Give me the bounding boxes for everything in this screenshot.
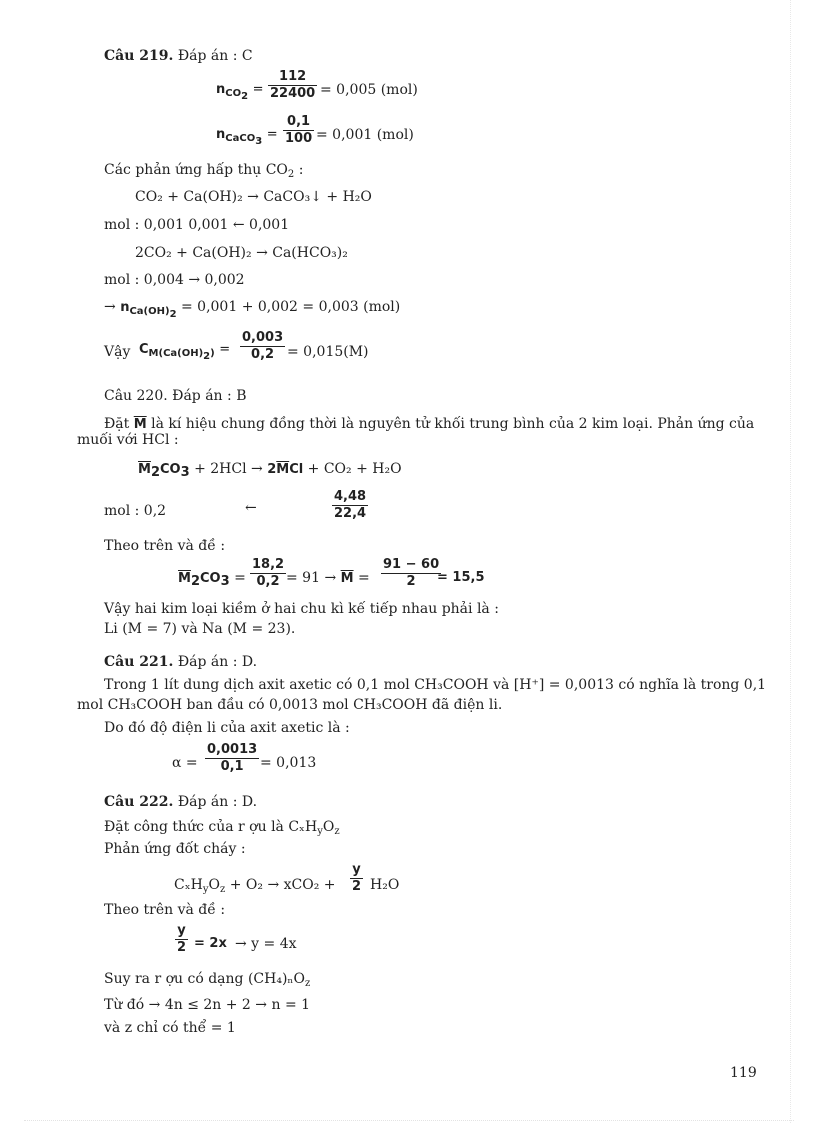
q219-fraction-3: $\frac{0,003}{0,2}$: [242, 330, 284, 362]
q220-line-2: muối với HCl :: [77, 432, 179, 448]
q220-reaction: $\overline{M}_2CO_3 + 2HCl \to 2\overline{M}Cl + CO_2 + H_2O$: [138, 461, 402, 480]
q220-fraction-3: $\frac{91 - 60}{2}$: [383, 557, 440, 589]
q220-theo: Theo trên và đề :: [104, 538, 226, 554]
q219-heading: [104, 47, 253, 65]
q220-equation: $\overline{M}_2CO_3$ =: [178, 570, 246, 589]
q219-reactions-intro: Các phản ứng hấp thụ $CO_2$ :: [104, 162, 304, 180]
q219-mol-2: mol : 0,004 → 0,002: [104, 272, 245, 288]
q219-answer: Đáp án : C: [177, 48, 253, 64]
q222-answer: Đáp án : D.: [177, 794, 258, 810]
q220-conclusion-2: Li (M = 7) và Na (M = 23).: [104, 621, 296, 637]
q221-alpha: α =: [172, 755, 198, 771]
arrow-icon: →: [104, 299, 116, 315]
q222-va-z: và z chỉ có thể = 1: [104, 1020, 236, 1036]
q220-heading: [104, 387, 246, 405]
q222-heading: [104, 793, 257, 811]
q221-answer: Đáp án : D.: [177, 654, 258, 670]
q219-vay-label: Vậy: [104, 344, 131, 360]
q222-equation-mid: = 2x: [194, 936, 227, 951]
q220-fraction-1: $\frac{4,48}{22,4}$: [334, 489, 367, 521]
q220-fraction-2: $\frac{18,2}{0,2}$: [252, 557, 285, 589]
q219-reaction-2: 2CO₂ + Ca(OH)₂ → Ca(HCO₃)₂: [135, 245, 348, 261]
q222-title: Câu 222.: [104, 794, 174, 810]
q219-title: Câu 219.: [104, 48, 174, 64]
q219-n-co2: $n_{CO_2}$ =: [216, 82, 264, 102]
q222-suy: Suy ra r ợu có dạng (CH₄)ₙO$_z$: [104, 971, 311, 989]
q222-line-1: Đặt công thức của r ợu là $C_xH_yO_z$: [104, 819, 340, 837]
q220-mol-line: mol : 0,2: [104, 503, 167, 519]
q222-equation-fraction: $\frac{y}{2}$: [177, 923, 187, 955]
q221-paragraph-1: Trong 1 lít dung dịch axit axetic có 0,1 mol CH₃COOH và [H⁺] = 0,0013 có nghĩa là trong 0,1: [104, 677, 767, 693]
q219-result-3: = 0,015(M): [287, 344, 369, 360]
q219-n-caco3: $n_{CaCO_3}$ =: [216, 127, 278, 147]
q219-reaction-1: CO₂ + Ca(OH)₂ → CaCO₃↓ + H₂O: [135, 189, 372, 205]
q219-result-2: = 0,001 (mol): [316, 127, 414, 143]
q219-fraction-2: $\frac{0,1}{100}$: [285, 114, 313, 146]
q219-fraction-1: $\frac{112}{22400}$: [270, 69, 316, 101]
q219-mol-1: mol : 0,001 0,001 ← 0,001: [104, 217, 290, 233]
q222-tu-do: Từ đó → 4n ≤ 2n + 2 → n = 1: [104, 997, 311, 1013]
q222-reaction: $C_xH_yO_z + O_2 \to xCO_2$ +: [174, 877, 336, 895]
q221-result: = 0,013: [260, 755, 317, 771]
q222-theo: Theo trên và đề :: [104, 902, 226, 918]
q221-paragraph-2: mol CH₃COOH ban đầu có 0,0013 mol CH₃COOH đã điện li.: [77, 697, 503, 713]
q221-paragraph-3: Do đó độ điện li của axit axetic là :: [104, 720, 350, 736]
page-number: 119: [730, 1065, 757, 1081]
margin-guide: [790, 0, 791, 1123]
q220-title: Câu 220.: [104, 388, 168, 404]
q220-mol-arrow: ←: [245, 500, 257, 516]
q219-cm: $C_{M(Ca(OH)_2)}$ =: [139, 342, 231, 362]
q222-reaction-fraction: $\frac{y}{2}$: [352, 862, 362, 894]
q220-answer: Đáp án : B: [172, 388, 247, 404]
q219-sum-line: → $n_{Ca(OH)_2} = 0,001 + 0,002 = 0,003$ (mol): [104, 299, 401, 320]
q220-line-1: Đặt $\overline{M}$ là kí hiệu chung đồng thời là nguyên tử khối trung bình của 2 kim loại. Phản ứng của: [104, 416, 755, 432]
q220-equation-result: = 15,5: [437, 570, 485, 585]
q222-equation-end: → y = 4x: [235, 936, 297, 952]
q222-line-2: Phản ứng đốt cháy :: [104, 841, 246, 857]
q222-reaction-end: H₂O: [370, 877, 400, 893]
q221-fraction: $\frac{0,0013}{0,1}$: [207, 742, 258, 774]
q220-conclusion-1: Vậy hai kim loại kiềm ở hai chu kì kế tiếp nhau phải là :: [104, 601, 499, 617]
q219-result-1: = 0,005 (mol): [320, 82, 418, 98]
q220-equation-mid: = $91 \to \overline{M}$ =: [286, 570, 370, 586]
q221-title: Câu 221.: [104, 654, 174, 670]
q221-heading: [104, 653, 257, 671]
footer-divider: [24, 1120, 794, 1121]
